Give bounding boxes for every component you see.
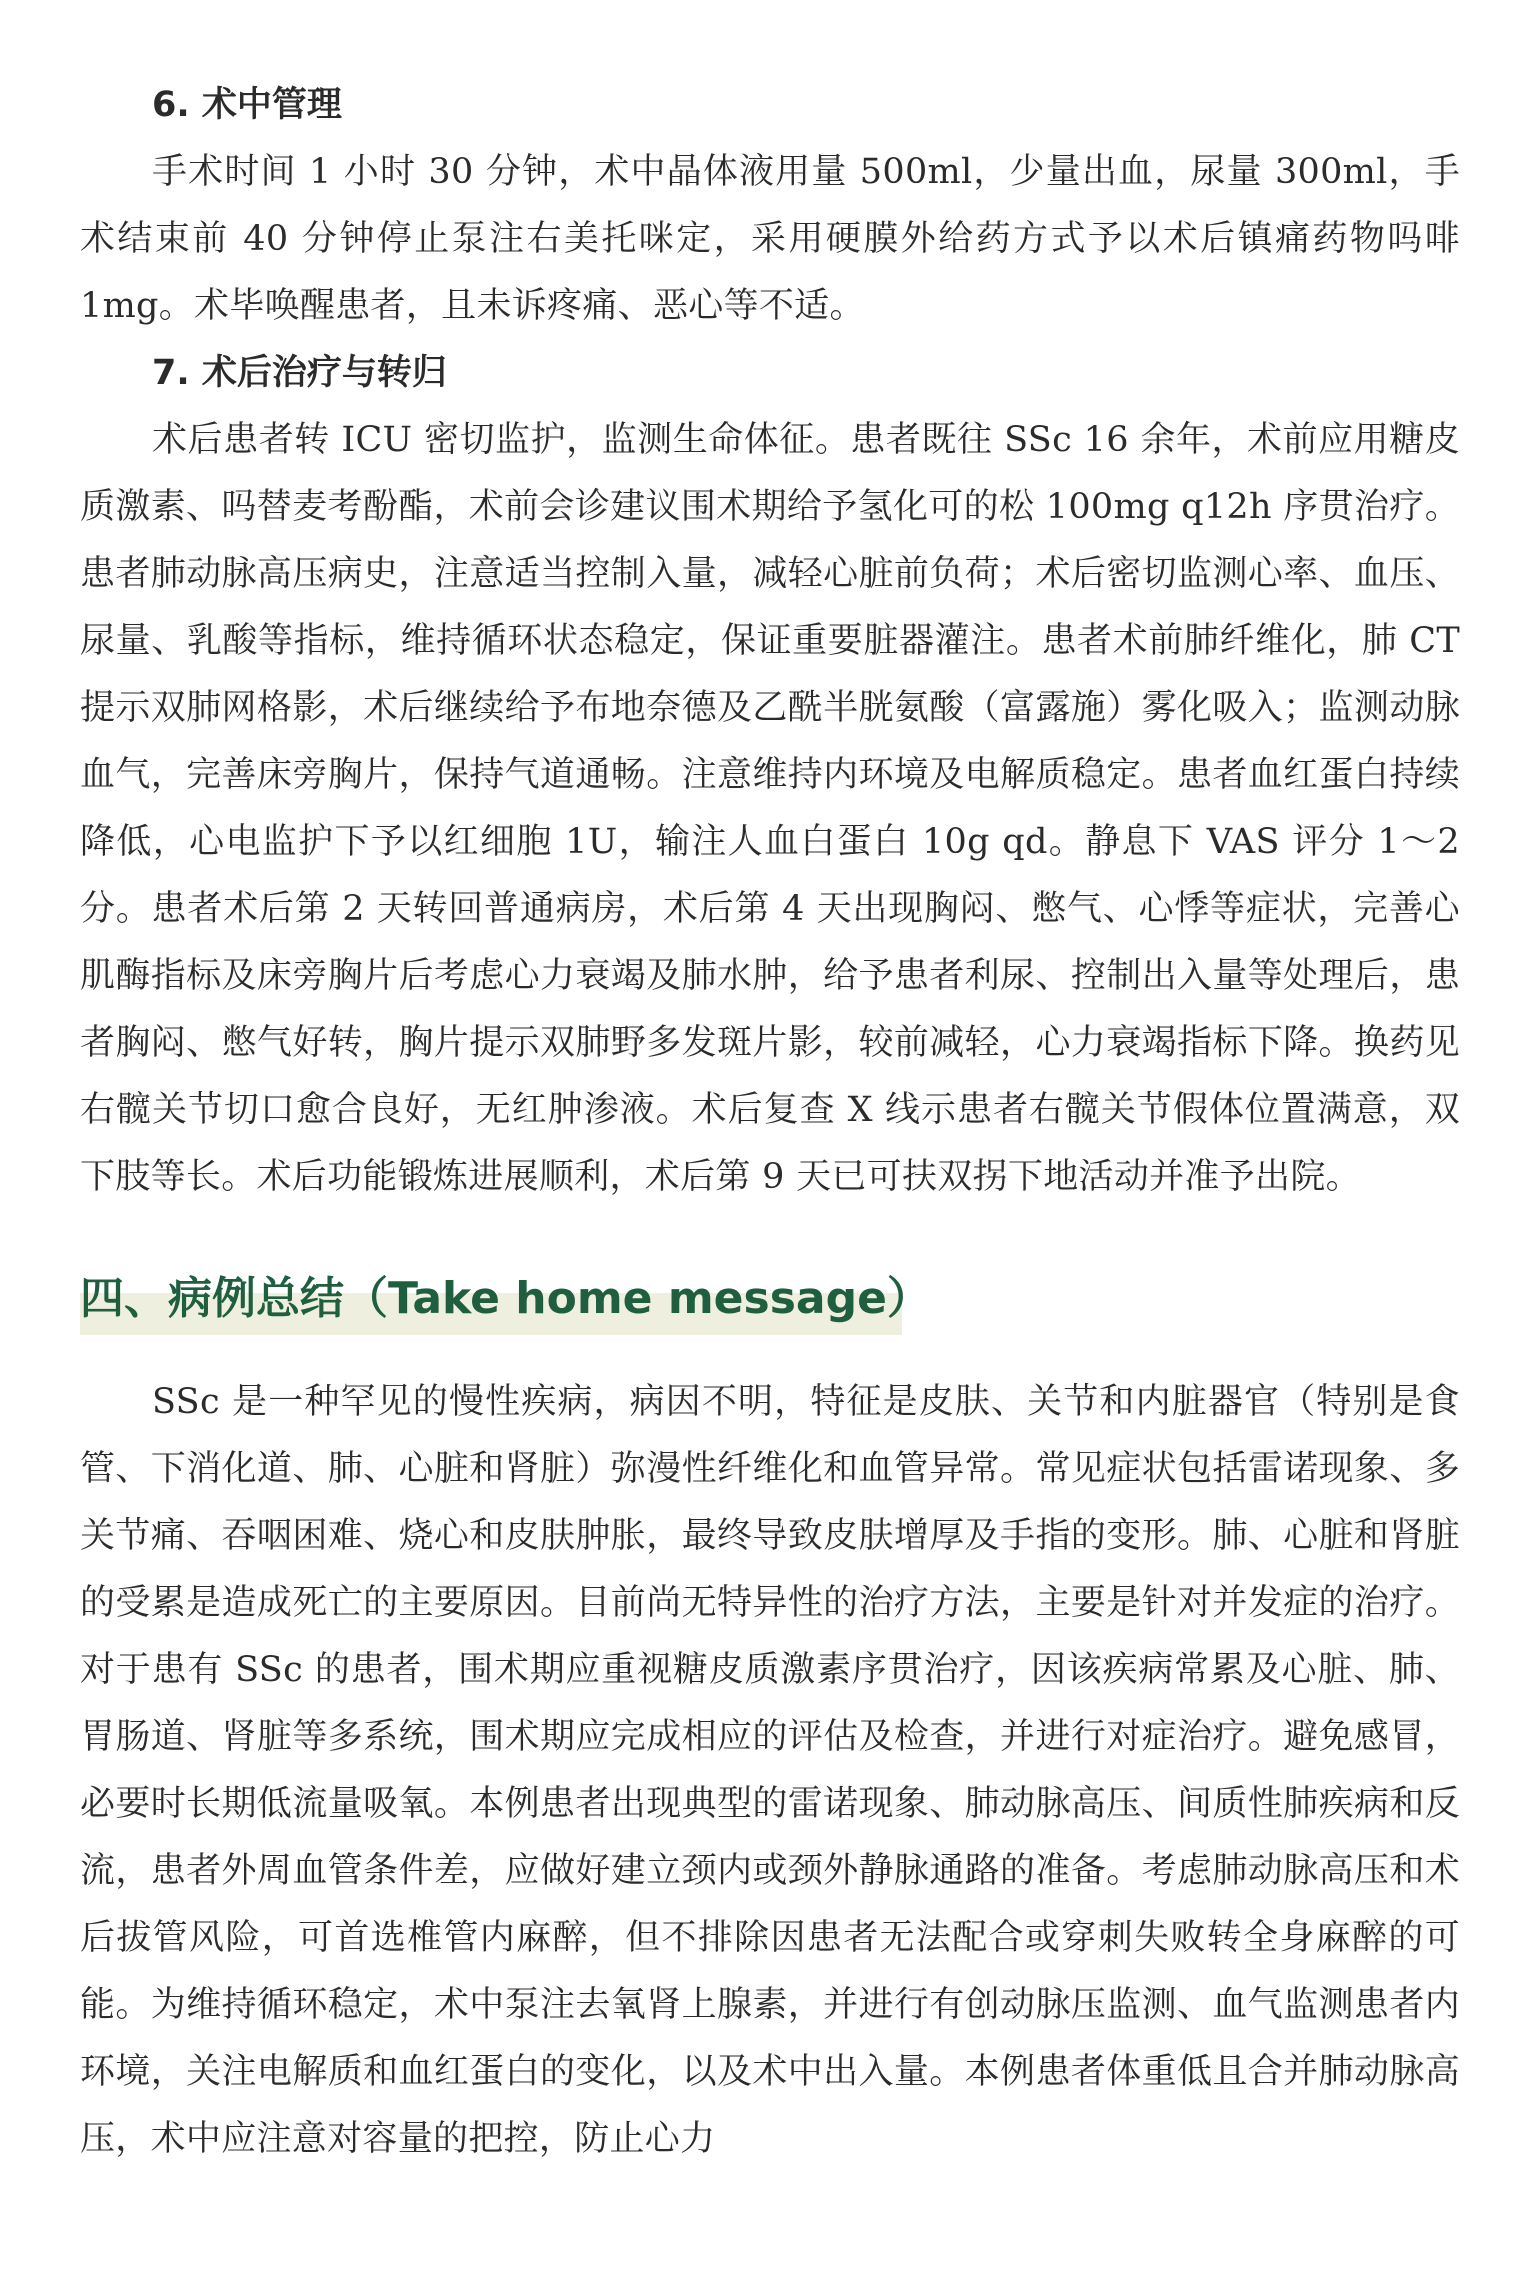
intraop-paragraph: 手术时间 1 小时 30 分钟，术中晶体液用量 500ml，少量出血，尿量 300ml，手术结束前 40 分钟停止泵注右美托咪定，采用硬膜外给药方式予以术后镇痛药物吗啡 1mg。术毕唤醒患者，且未诉疼痛、恶心等不适。 (80, 152, 1460, 326)
intraop-heading: 6. 术中管理 (152, 85, 342, 125)
summary-title-block (80, 1263, 1460, 1335)
document-page (80, 72, 1460, 2173)
postop-heading: 7. 术后治疗与转归 (152, 353, 447, 393)
postop-paragraph: 术后患者转 ICU 密切监护，监测生命体征。患者既往 SSc 16 余年，术前应用糖皮质激素、吗替麦考酚酯，术前会诊建议围术期给予氢化可的松 100mg q12h 序贯治疗。患者肺动脉高压病史，注意适当控制入量，减轻心脏前负荷；术后密切监测心率、血压、尿量、乳酸等指标，维持循环状态稳定，保证重要脏器灌注。患者术前肺纤维化，肺 CT 提示双肺网格影，术后继续给予布地奈德及乙酰半胱氨酸（富露施）雾化吸入；监测动脉血气，完善床旁胸片，保持气道通畅。注意维持内环境及电解质稳定。患者血红蛋白持续降低，心电监护下予以红细胞 1U，输注人血白蛋白 10g qd。静息下 VAS 评分 1～2 分。患者术后第 2 天转回普通病房，术后第 4 天出现胸闷、憋气、心悸等症状，完善心肌酶指标及床旁胸片后考虑心力衰竭及肺水肿，给予患者利尿、控制出入量等处理后，患者胸闷、憋气好转，胸片提示双肺野多发斑片影，较前减轻，心力衰竭指标下降。换药见右髋关节切口愈合良好，无红肿渗液。术后复查 X 线示患者右髋关节假体位置满意，双下肢等长。术后功能锻炼进展顺利，术后第 9 天已可扶双拐下地活动并准予出院。 (80, 420, 1460, 1197)
summary-paragraph: SSc 是一种罕见的慢性疾病，病因不明，特征是皮肤、关节和内脏器官（特别是食管、下消化道、肺、心脏和肾脏）弥漫性纤维化和血管异常。常见症状包括雷诺现象、多关节痛、吞咽困难、烧心和皮肤肿胀，最终导致皮肤增厚及手指的变形。肺、心脏和肾脏的受累是造成死亡的主要原因。目前尚无特异性的治疗方法，主要是针对并发症的治疗。对于患有 SSc 的患者，围术期应重视糖皮质激素序贯治疗，因该疾病常累及心脏、肺、胃肠道、肾脏等多系统，围术期应完成相应的评估及检查，并进行对症治疗。避免感冒，必要时长期低流量吸氧。本例患者出现典型的雷诺现象、肺动脉高压、间质性肺疾病和反流，患者外周血管条件差，应做好建立颈内或颈外静脉通路的准备。考虑肺动脉高压和术后拔管风险，可首选椎管内麻醉，但不排除因患者无法配合或穿刺失败转全身麻醉的可能。为维持循环稳定，术中泵注去氧肾上腺素，并进行有创动脉压监测、血气监测患者内环境，关注电解质和血红蛋白的变化，以及术中出入量。本例患者体重低且合并肺动脉高压，术中应注意对容量的把控，防止心力 (80, 1382, 1460, 2159)
summary-section-title: 四、病例总结（Take home message） (80, 1273, 931, 1324)
